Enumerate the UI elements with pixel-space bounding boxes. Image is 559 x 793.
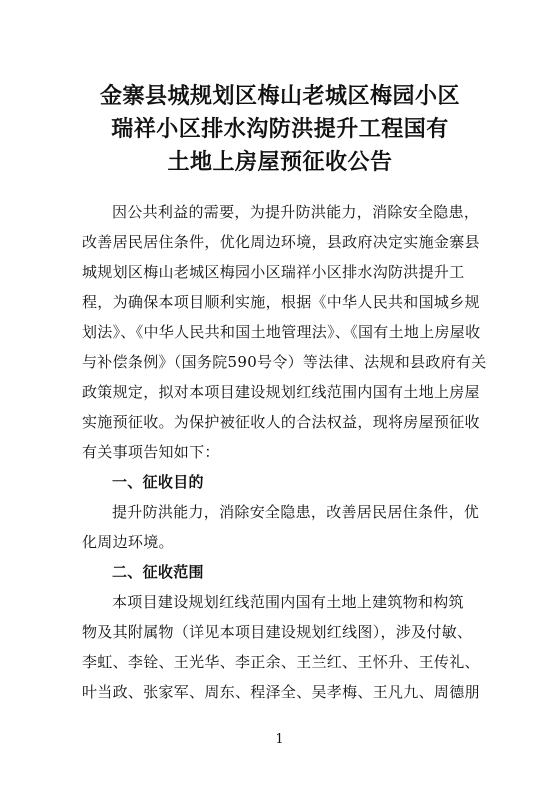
section-purpose-line: 化周边环境。 [82, 533, 174, 551]
intro-line: 与补偿条例》（国务院590号令）等法律、法规和县政府有关 [82, 353, 487, 371]
section-heading-purpose: 一、征收目的 [112, 473, 204, 491]
intro-line: 因公共利益的需要，为提升防洪能力，消除安全隐患， [112, 203, 480, 221]
section-purpose-line: 提升防洪能力，消除安全隐患，改善居民居住条件，优 [112, 503, 480, 521]
intro-line: 城规划区梅山老城区梅园小区瑞祥小区排水沟防洪提升工 [82, 263, 465, 281]
intro-line: 程，为确保本项目顺利实施，根据《中华人民共和国城乡规 [82, 293, 480, 311]
intro-line: 实施预征收。为保护被征收人的合法权益，现将房屋预征收 [82, 413, 480, 431]
section-scope-line: 李虹、李铨、王光华、李正余、王兰红、王怀升、王传礼、 [82, 653, 480, 671]
intro-line: 改善居民居住条件，优化周边环境，县政府决定实施金寨县 [82, 233, 480, 251]
title-line-1: 金寨县城规划区梅山老城区梅园小区 [99, 83, 460, 109]
section-heading-scope: 二、征收范围 [112, 563, 204, 581]
section-scope-line: 本项目建设规划红线范围内国有土地上建筑物和构筑 [112, 593, 464, 611]
section-scope-line: 叶当政、张家军、周东、程泽全、吴孝梅、王凡九、周德朋 [82, 683, 480, 701]
intro-line: 有关事项告知如下： [82, 443, 220, 461]
intro-line: 政策规定，拟对本项目建设规划红线范围内国有土地上房屋 [82, 383, 480, 401]
document-title [60, 80, 500, 179]
document-body [82, 197, 487, 707]
section-scope-line: 物及其附属物（详见本项目建设规划红线图），涉及付敏、 [82, 623, 473, 641]
title-line-3: 土地上房屋预征收公告 [167, 149, 393, 175]
page-number: 1 [275, 732, 284, 747]
title-line-2: 瑞祥小区排水沟防洪提升工程国有 [111, 116, 449, 142]
intro-line: 划法》、《中华人民共和国土地管理法》、《国有土地上房屋收 [82, 323, 481, 341]
